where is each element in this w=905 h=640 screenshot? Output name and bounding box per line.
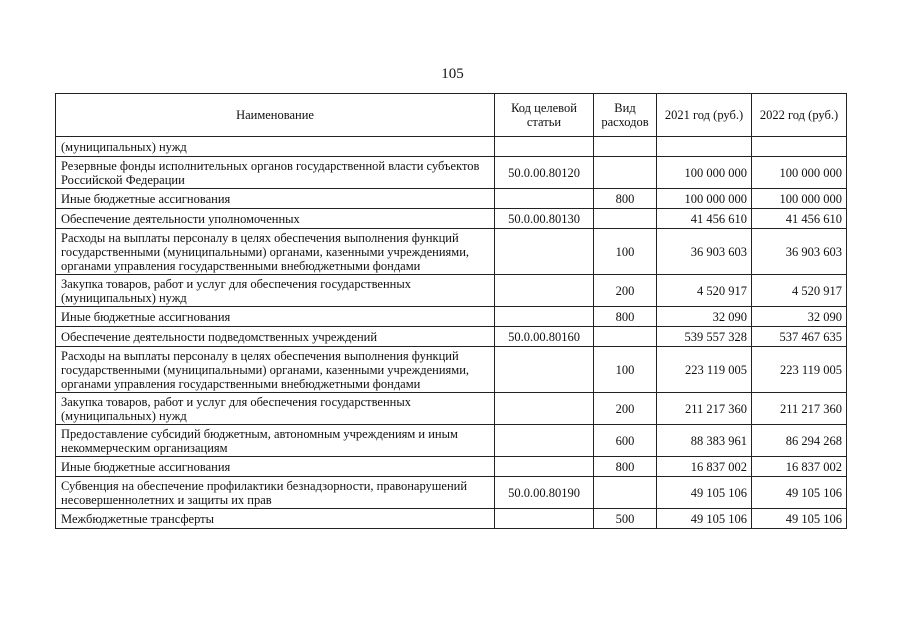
cell-name: Межбюджетные трансферты bbox=[56, 509, 495, 529]
cell-target-code: 50.0.00.80120 bbox=[495, 157, 594, 189]
cell-amount-2021: 539 557 328 bbox=[657, 327, 752, 347]
cell-expense-kind: 200 bbox=[594, 393, 657, 425]
cell-target-code bbox=[495, 307, 594, 327]
cell-name: (муниципальных) нужд bbox=[56, 137, 495, 157]
cell-amount-2021: 49 105 106 bbox=[657, 509, 752, 529]
cell-amount-2022: 32 090 bbox=[752, 307, 847, 327]
header-kind: Вид расходов bbox=[594, 94, 657, 137]
table-row bbox=[56, 477, 847, 509]
table-row bbox=[56, 189, 847, 209]
cell-amount-2022: 49 105 106 bbox=[752, 477, 847, 509]
cell-expense-kind: 200 bbox=[594, 275, 657, 307]
cell-name: Расходы на выплаты персоналу в целях обеспечения выполнения функций государственными (муниципальными) органами, казенными учреждениями, органами управления государственными внебюджетными фондами bbox=[56, 347, 495, 393]
cell-target-code: 50.0.00.80130 bbox=[495, 209, 594, 229]
cell-amount-2022: 100 000 000 bbox=[752, 157, 847, 189]
page-number: 105 bbox=[441, 66, 464, 82]
cell-target-code: 50.0.00.80190 bbox=[495, 477, 594, 509]
header-code: Код целевой статьи bbox=[495, 94, 594, 137]
cell-name: Иные бюджетные ассигнования bbox=[56, 457, 495, 477]
cell-name: Иные бюджетные ассигнования bbox=[56, 307, 495, 327]
cell-target-code bbox=[495, 275, 594, 307]
cell-amount-2021: 16 837 002 bbox=[657, 457, 752, 477]
cell-amount-2022: 537 467 635 bbox=[752, 327, 847, 347]
cell-target-code bbox=[495, 393, 594, 425]
table-row bbox=[56, 347, 847, 393]
cell-amount-2021: 36 903 603 bbox=[657, 229, 752, 275]
cell-amount-2021: 100 000 000 bbox=[657, 189, 752, 209]
header-year-2021: 2021 год (руб.) bbox=[657, 94, 752, 137]
table-body bbox=[56, 137, 847, 529]
table-row bbox=[56, 425, 847, 457]
cell-expense-kind: 100 bbox=[594, 229, 657, 275]
cell-target-code bbox=[495, 509, 594, 529]
cell-amount-2022: 41 456 610 bbox=[752, 209, 847, 229]
cell-amount-2021: 49 105 106 bbox=[657, 477, 752, 509]
cell-amount-2022: 86 294 268 bbox=[752, 425, 847, 457]
budget-table bbox=[55, 93, 847, 529]
cell-expense-kind: 800 bbox=[594, 457, 657, 477]
cell-amount-2022: 49 105 106 bbox=[752, 509, 847, 529]
cell-amount-2022: 36 903 603 bbox=[752, 229, 847, 275]
cell-expense-kind bbox=[594, 477, 657, 509]
cell-target-code bbox=[495, 457, 594, 477]
cell-expense-kind: 500 bbox=[594, 509, 657, 529]
table-row bbox=[56, 509, 847, 529]
cell-name: Предоставление субсидий бюджетным, автономным учреждениям и иным некоммерческим организациям bbox=[56, 425, 495, 457]
cell-name: Расходы на выплаты персоналу в целях обеспечения выполнения функций государственными (муниципальными) органами, казенными учреждениями, органами управления государственными внебюджетными фондами bbox=[56, 229, 495, 275]
header-name: Наименование bbox=[56, 94, 495, 137]
table-row bbox=[56, 209, 847, 229]
cell-amount-2021: 100 000 000 bbox=[657, 157, 752, 189]
cell-target-code bbox=[495, 229, 594, 275]
header-year-2022: 2022 год (руб.) bbox=[752, 94, 847, 137]
cell-name: Обеспечение деятельности подведомственных учреждений bbox=[56, 327, 495, 347]
table-row bbox=[56, 275, 847, 307]
cell-name: Иные бюджетные ассигнования bbox=[56, 189, 495, 209]
cell-amount-2022: 223 119 005 bbox=[752, 347, 847, 393]
cell-amount-2021: 4 520 917 bbox=[657, 275, 752, 307]
table-header-row bbox=[56, 94, 847, 137]
cell-amount-2021: 223 119 005 bbox=[657, 347, 752, 393]
cell-amount-2022: 211 217 360 bbox=[752, 393, 847, 425]
cell-name: Резервные фонды исполнительных органов государственной власти субъектов Российской Федерации bbox=[56, 157, 495, 189]
cell-amount-2021 bbox=[657, 137, 752, 157]
cell-amount-2021: 211 217 360 bbox=[657, 393, 752, 425]
cell-expense-kind: 800 bbox=[594, 189, 657, 209]
table-row bbox=[56, 327, 847, 347]
cell-amount-2022: 16 837 002 bbox=[752, 457, 847, 477]
cell-name: Обеспечение деятельности уполномоченных bbox=[56, 209, 495, 229]
cell-amount-2022: 100 000 000 bbox=[752, 189, 847, 209]
cell-target-code bbox=[495, 347, 594, 393]
cell-amount-2022: 4 520 917 bbox=[752, 275, 847, 307]
cell-target-code bbox=[495, 137, 594, 157]
cell-target-code: 50.0.00.80160 bbox=[495, 327, 594, 347]
cell-target-code bbox=[495, 189, 594, 209]
cell-name: Закупка товаров, работ и услуг для обеспечения государственных (муниципальных) нужд bbox=[56, 275, 495, 307]
cell-amount-2021: 88 383 961 bbox=[657, 425, 752, 457]
cell-expense-kind bbox=[594, 157, 657, 189]
cell-amount-2021: 32 090 bbox=[657, 307, 752, 327]
cell-name: Субвенция на обеспечение профилактики безнадзорности, правонарушений несовершеннолетних и защиты их прав bbox=[56, 477, 495, 509]
table-row bbox=[56, 137, 847, 157]
table-row bbox=[56, 157, 847, 189]
table-row bbox=[56, 229, 847, 275]
cell-expense-kind: 600 bbox=[594, 425, 657, 457]
cell-amount-2022 bbox=[752, 137, 847, 157]
table-row bbox=[56, 393, 847, 425]
cell-amount-2021: 41 456 610 bbox=[657, 209, 752, 229]
cell-expense-kind: 100 bbox=[594, 347, 657, 393]
cell-expense-kind bbox=[594, 209, 657, 229]
cell-expense-kind bbox=[594, 327, 657, 347]
table-row bbox=[56, 307, 847, 327]
table-row bbox=[56, 457, 847, 477]
cell-expense-kind: 800 bbox=[594, 307, 657, 327]
cell-target-code bbox=[495, 425, 594, 457]
cell-name: Закупка товаров, работ и услуг для обеспечения государственных (муниципальных) нужд bbox=[56, 393, 495, 425]
cell-expense-kind bbox=[594, 137, 657, 157]
